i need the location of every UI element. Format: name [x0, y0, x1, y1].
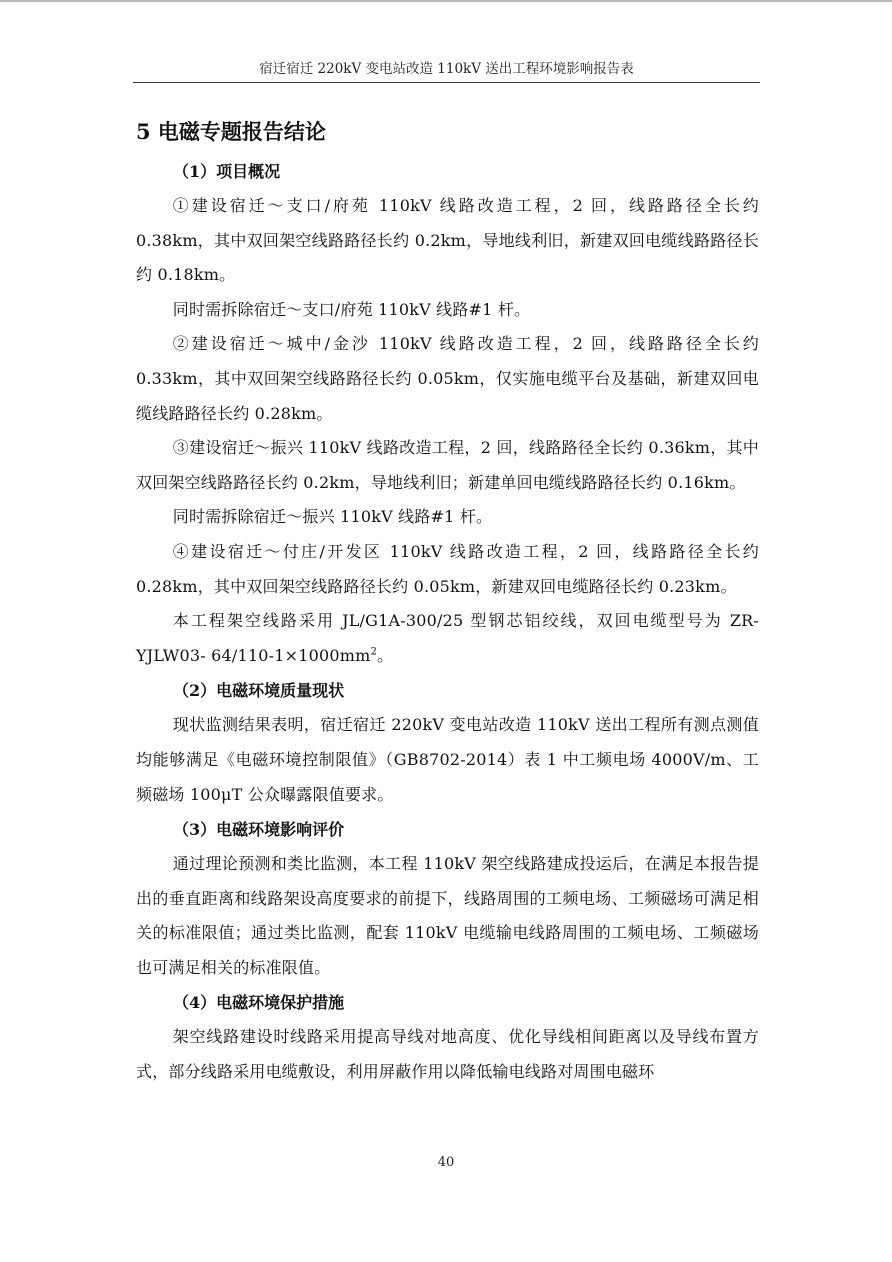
paragraph-project-4: ③建设宿迁～振兴 110kV 线路改造工程，2 回，线路路径全长约 0.36km，其中双回架空线路路径长约 0.2km，导地线利旧；新建单回电缆线路路径长约 0.16km。 — [136, 438, 759, 492]
page-top-edge — [0, 0, 892, 2]
paragraph-project-3: ②建设宿迁～城中/金沙 110kV 线路改造工程，2 回，线路路径全长约 0.33km，其中双回架空线路路径长约 0.05km，仅实施电缆平台及基础，新建双回电缆线路路径长约 0.28km。 — [136, 334, 759, 423]
subsection-heading-project-overview: （1）项目概况 — [173, 162, 281, 181]
subsection-heading-em-quality: （2）电磁环境质量现状 — [173, 681, 345, 701]
paragraph-em-quality: 现状监测结果表明，宿迁宿迁 220kV 变电站改造 110kV 送出工程所有测点测值均能够满足《电磁环境控制限值》（GB8702-2014）表 1 中工频电场 4000V/m、工频磁场 100μT 公众曝露限值要求。 — [136, 715, 759, 804]
paragraph-project-2: 同时需拆除宿迁～支口/府苑 110kV 线路#1 杆。 — [172, 299, 531, 319]
paragraph-project-7 — [136, 604, 759, 673]
paragraph-em-impact: 通过理论预测和类比监测，本工程 110kV 架空线路建成投运后，在满足本报告提出的垂直距离和线路架设高度要求的前提下，线路周围的工频电场、工频磁场可满足相关的标准限值；通过类比监测，配套 110kV 电缆输电线路周围的工频电场、工频磁场也可满足相关的标准限值。 — [136, 854, 759, 977]
running-header: 宿迁宿迁 220kV 变电站改造 110kV 送出工程环境影响报告表 — [259, 61, 634, 77]
superscript-squared: 2 — [370, 646, 378, 658]
paragraph-project-7-main: 本工程架空线路采用 JL/G1A-300/25 型钢芯铝绞线，双回电缆型号为 ZR-YJLW03- 64/110-1×1000mm — [136, 611, 759, 665]
subsection-heading-em-impact: （3）电磁环境影响评价 — [173, 820, 345, 840]
paragraph-project-1: ①建设宿迁～支口/府苑 110kV 线路改造工程，2 回，线路路径全长约 0.38km，其中双回架空线路路径长约 0.2km，导地线利旧，新建双回电缆线路路径长约 0.18km。 — [136, 196, 759, 285]
page-content — [136, 114, 759, 1090]
paragraph-project-6: ④建设宿迁～付庄/开发区 110kV 线路改造工程，2 回，线路路径全长约 0.28km，其中双回架空线路路径长约 0.05km，新建双回电缆路径长约 0.23km。 — [136, 541, 759, 596]
page-number: 40 — [437, 1155, 455, 1170]
subsection-heading-em-protection: （4）电磁环境保护措施 — [173, 993, 345, 1013]
header-rule — [133, 82, 760, 83]
paragraph-em-protection: 架空线路建设时线路采用提高导线对地高度、优化导线相间距离以及导线布置方式，部分线路采用电缆敷设，利用屏蔽作用以降低输电线路对周围电磁环 — [136, 1027, 759, 1082]
section-title: 5 电磁专题报告结论 — [136, 119, 326, 144]
paragraph-project-5: 同时需拆除宿迁～振兴 110kV 线路#1 杆。 — [172, 507, 493, 527]
paragraph-project-7-end: 。 — [377, 645, 394, 665]
